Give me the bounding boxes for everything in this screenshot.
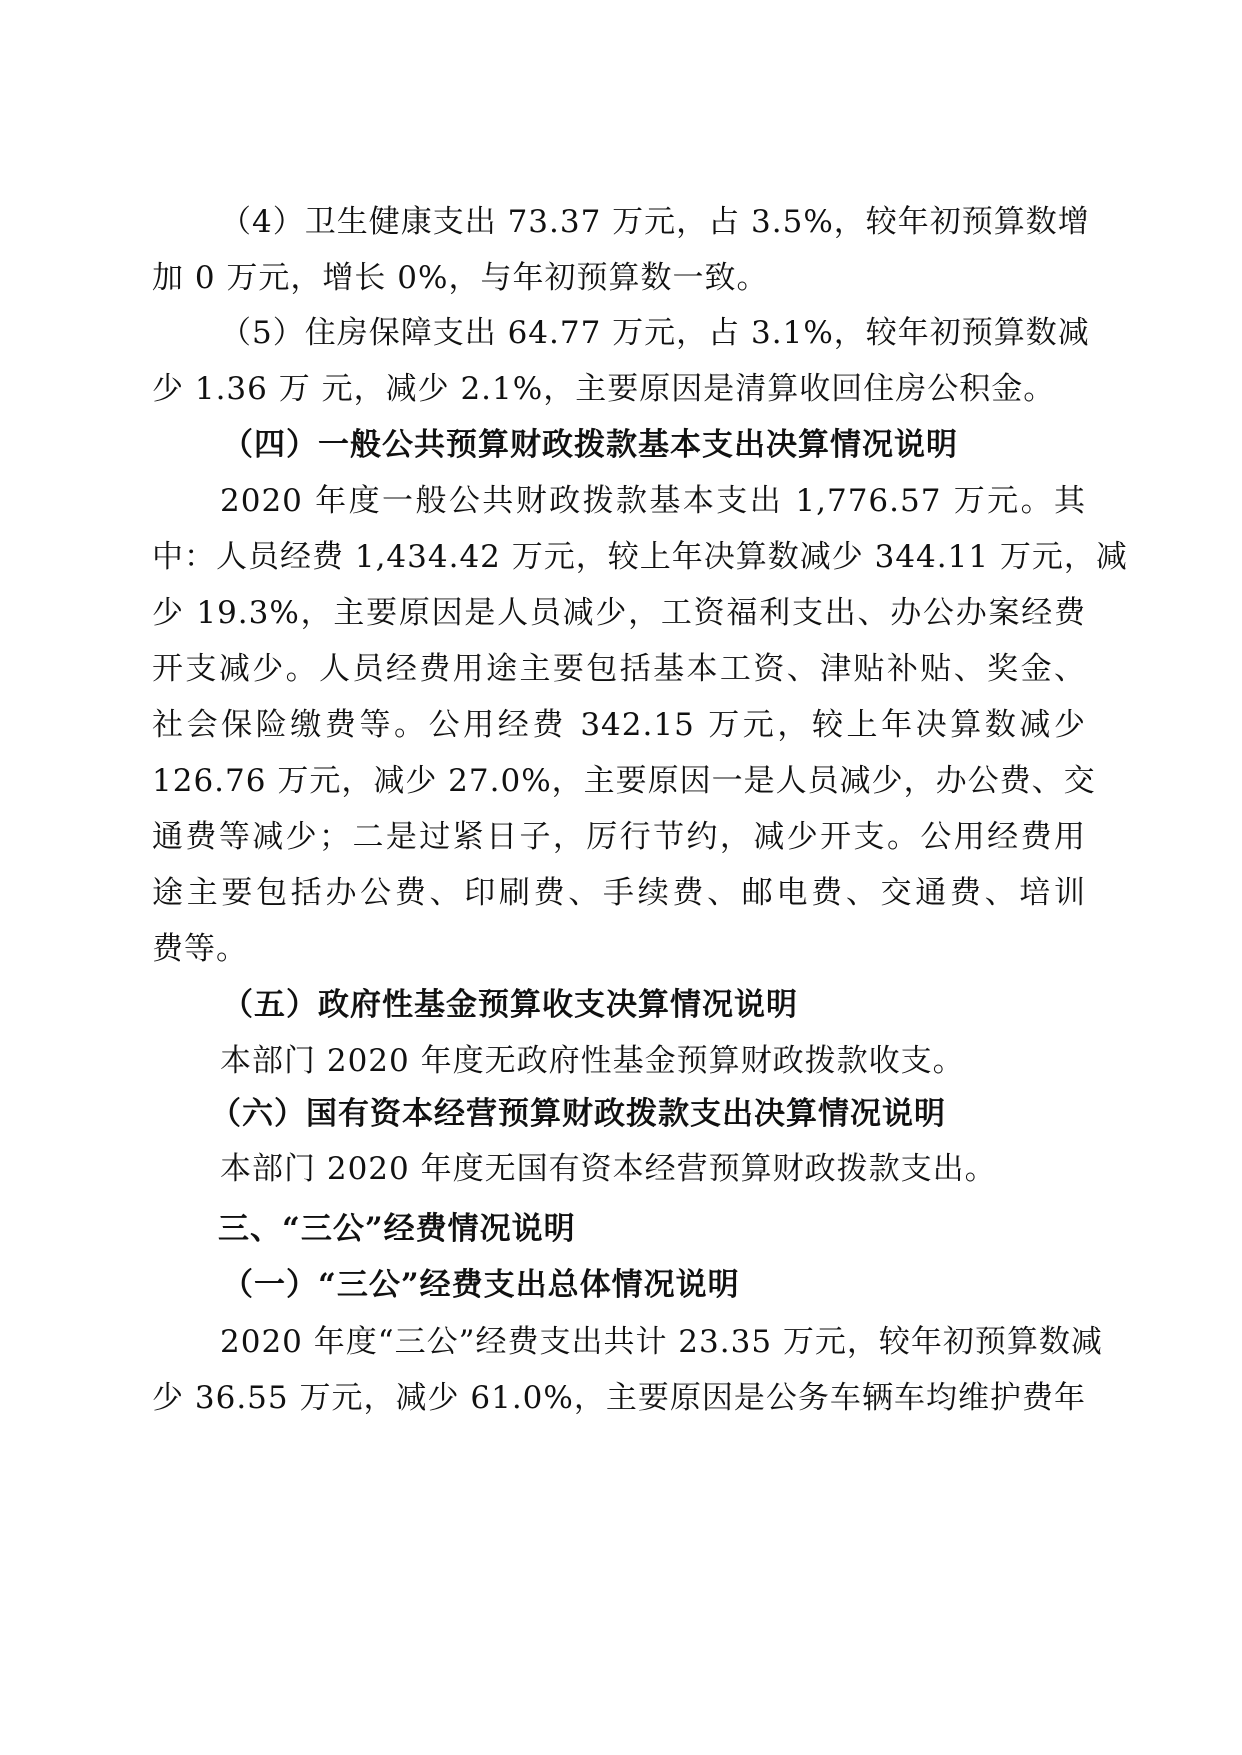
para-three-public-line-2: 少 36.55 万元，减少 61.0%，主要原因是公务车辆车均维护费年 [152, 1380, 1086, 1416]
para-health-line-2: 加 0 万元，增长 0%，与年初预算数一致。 [152, 260, 769, 296]
para-health-line-1: （4）卫生健康支出 73.37 万元，占 3.5%，较年初预算数增 [220, 204, 1090, 240]
para-basic-line-3: 少 19.3%，主要原因是人员减少，工资福利支出、办公办案经费 [152, 595, 1086, 631]
chapter-heading-3: 三、“三公”经费情况说明 [218, 1211, 576, 1247]
section-heading-4: （四）一般公共预算财政拨款基本支出决算情况说明 [222, 427, 958, 463]
para-housing-line-1: （5）住房保障支出 64.77 万元，占 3.1%，较年初预算数减 [220, 315, 1090, 351]
para-three-public-line-1: 2020 年度“三公”经费支出共计 23.35 万元，较年初预算数减 [220, 1324, 1103, 1360]
section-heading-5: （五）政府性基金预算收支决算情况说明 [222, 987, 798, 1023]
para-housing-line-2: 少 1.36 万 元，减少 2.1%，主要原因是清算收回住房公积金。 [152, 371, 1056, 407]
section-heading-3-1: （一）“三公”经费支出总体情况说明 [222, 1267, 740, 1303]
section-heading-6: （六）国有资本经营预算财政拨款支出决算情况说明 [210, 1096, 946, 1132]
para-basic-line-7: 通费等减少；二是过紧日子，厉行节约，减少开支。公用经费用 [152, 819, 1086, 855]
para-basic-line-2: 中：人员经费 1,434.42 万元，较上年决算数减少 344.11 万元，减 [152, 539, 1128, 575]
para-basic-line-6: 126.76 万元，减少 27.0%，主要原因一是人员减少，办公费、交 [152, 763, 1096, 799]
para-basic-line-5: 社会保险缴费等。公用经费 342.15 万元，较上年决算数减少 [152, 707, 1086, 743]
para-basic-line-9: 费等。 [152, 931, 248, 967]
para-basic-line-1: 2020 年度一般公共财政拨款基本支出 1,776.57 万元。其 [220, 483, 1086, 519]
para-state-capital: 本部门 2020 年度无国有资本经营预算财政拨款支出。 [220, 1151, 997, 1187]
para-basic-line-4: 开支减少。人员经费用途主要包括基本工资、津贴补贴、奖金、 [152, 651, 1086, 687]
para-basic-line-8: 途主要包括办公费、印刷费、手续费、邮电费、交通费、培训 [152, 875, 1086, 911]
para-gov-fund: 本部门 2020 年度无政府性基金预算财政拨款收支。 [220, 1043, 965, 1079]
